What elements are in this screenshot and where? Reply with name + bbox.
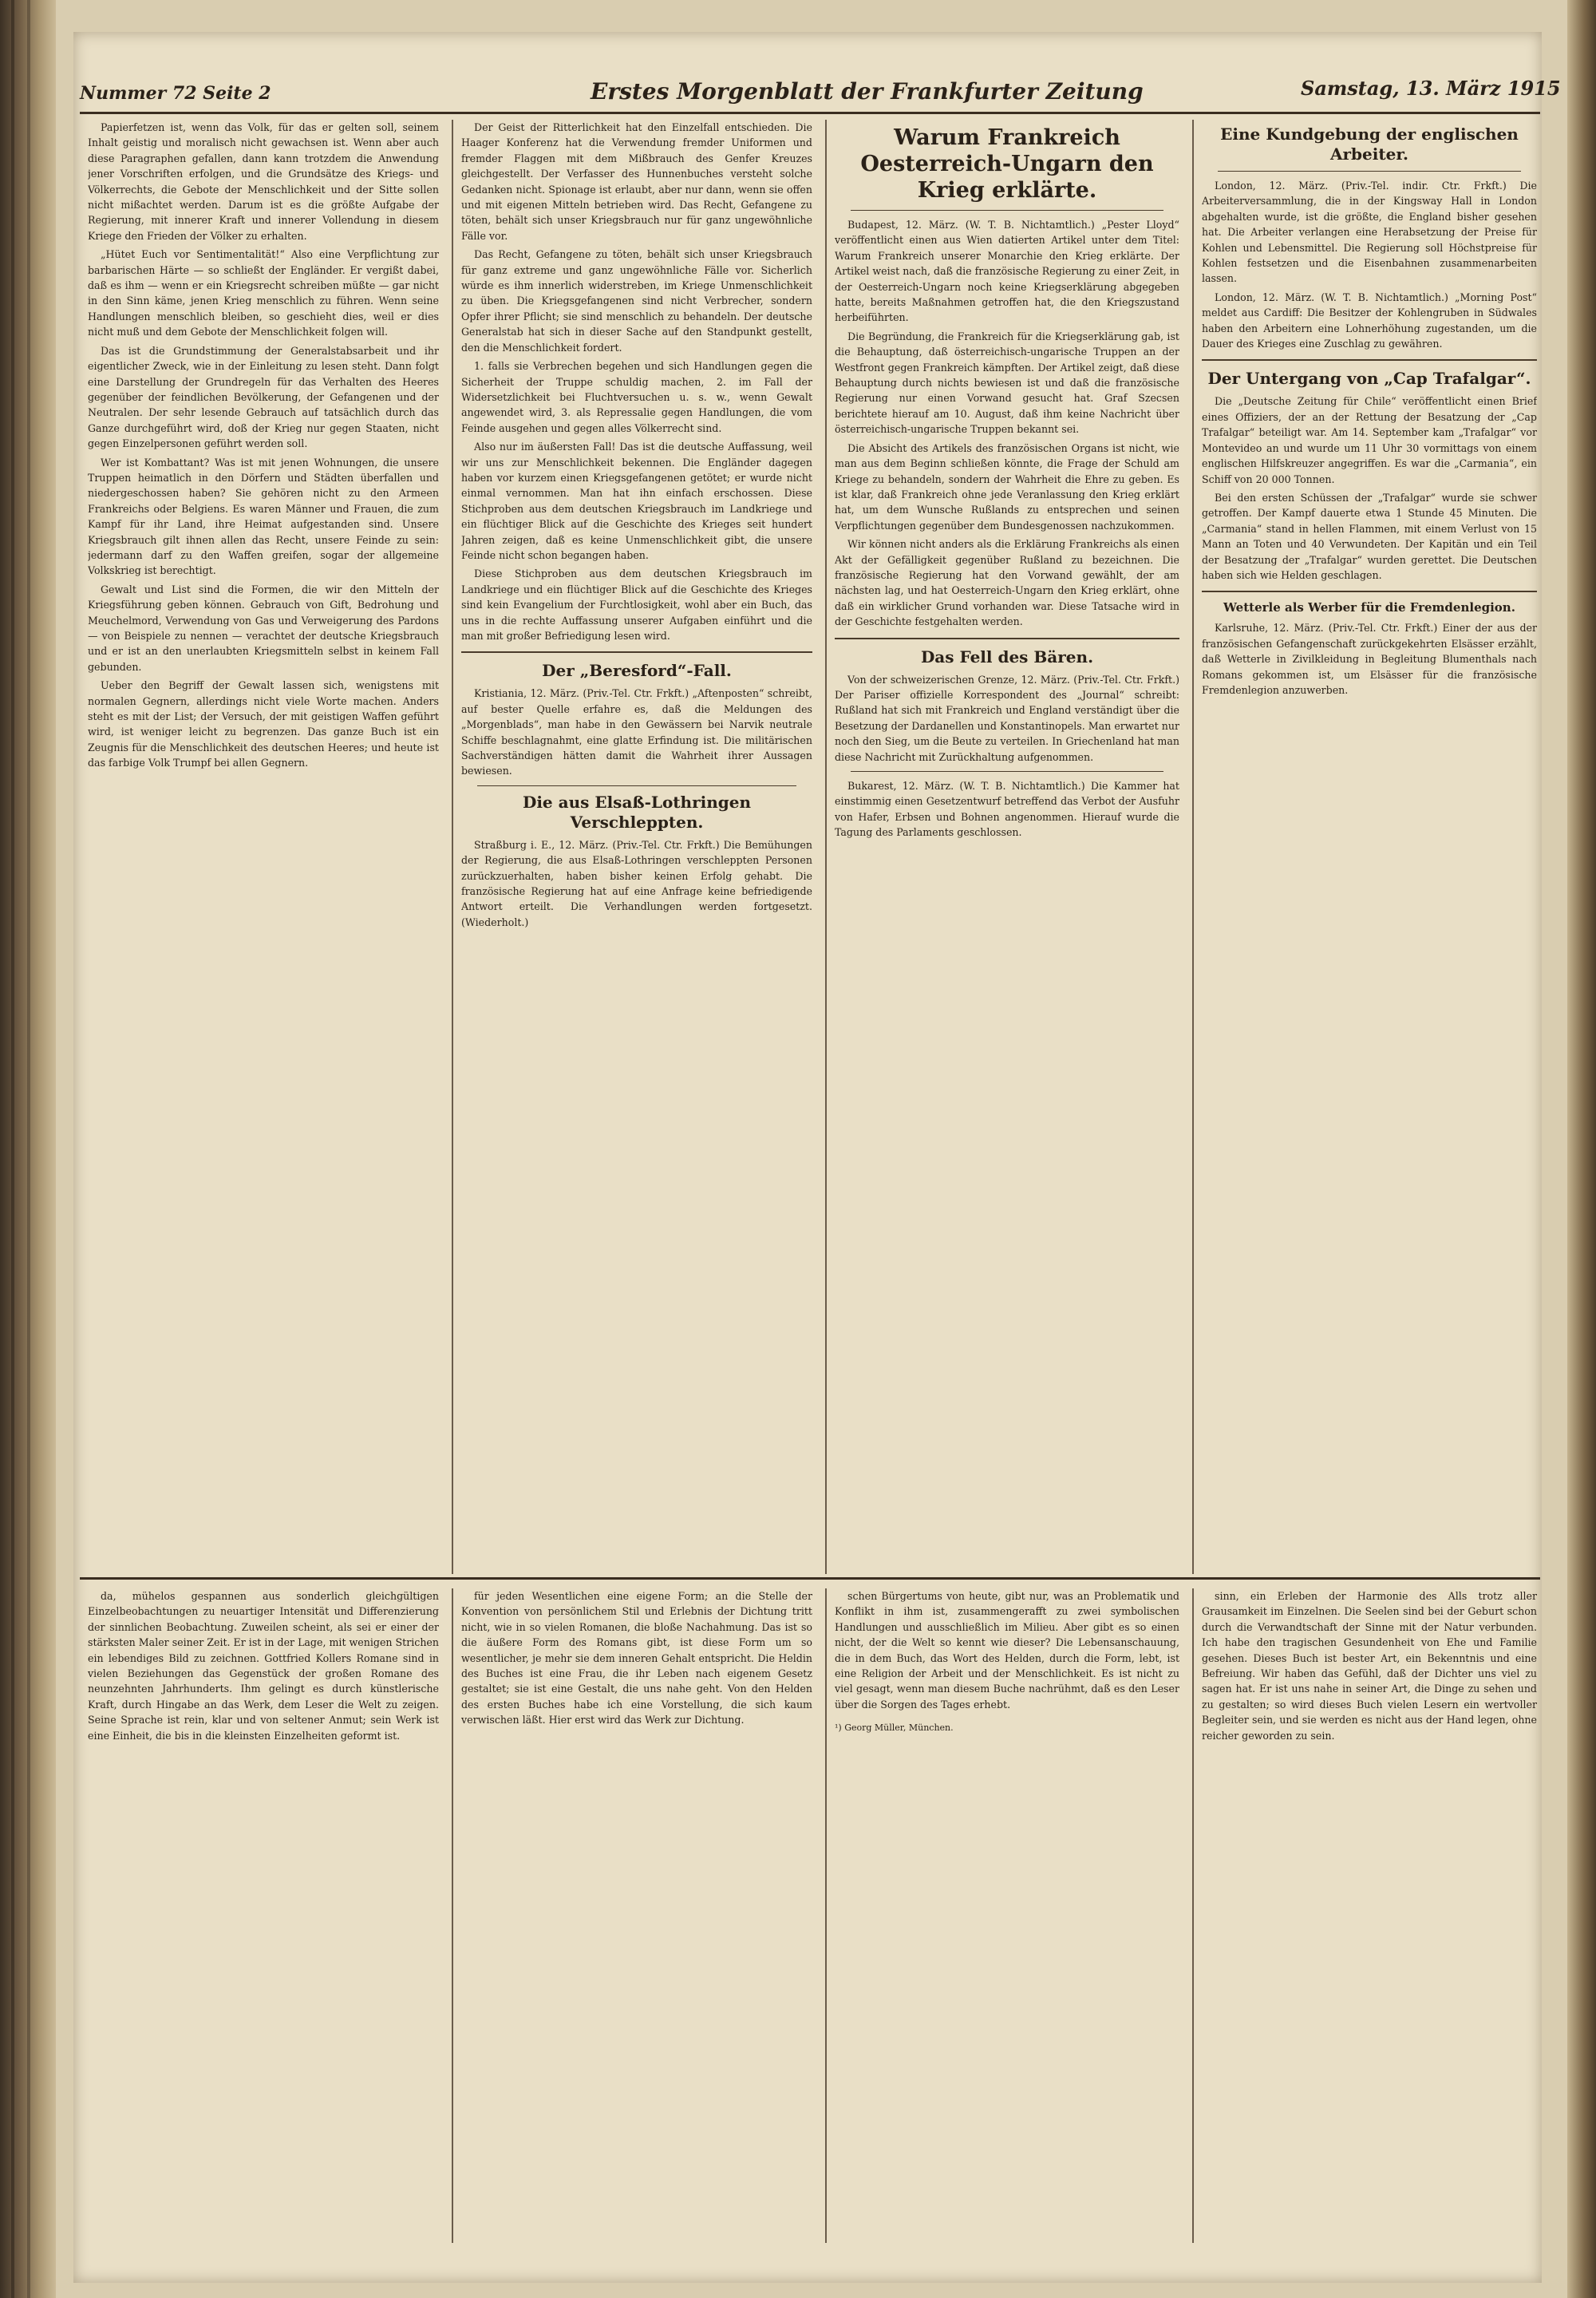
feuilleton-paragraph: da, mühelos gespannen aus sonderlich gleichgültigen Einzelbeobachtungen zu neuartiger Intensität und Differenzierung der sinnlichen Beobachtung. Zuweilen scheint, als sei er einer der stärksten Maler seiner Zeit. Er ist in der Lage, mit wenigen Strichen ein lebendiges Bild zu zeichnen. Gottfried Kollers Romane sind in vielen Beziehungen das Gegenstück der großen Romane des neunzehnten Jahrhunderts. Ihm gelingt es durch künstlerische Kraft, durch Hingabe an das Werk, dem Leser die Welt zu zeigen. Seine Sprache ist rein, klar und von seltener Anmut; sein Werk ist eine Einheit, die bis in die kleinsten Einzelheiten geformt ist. bbox=[88, 1590, 439, 1742]
article-paragraph: Diese Stichproben aus dem deutschen Kriegsbrauch im Landkriege und ein flüchtiger Blick auf die Geschichte des Krieges sind kein Evangelium der Furchtlosigkeit, wohl aber ein Buch, das uns in die rechte Auffassung unserer Aufgaben einführt und die man mit großer Befriedigung lesen wird. bbox=[461, 568, 812, 642]
section-separator bbox=[1202, 591, 1537, 592]
article-headline: Das Fell des Bären. bbox=[920, 647, 1094, 666]
column-4 bbox=[1202, 120, 1537, 1574]
article-paragraph: Die Begründung, die Frankreich für die Kriegserklärung gab, ist die Behauptung, daß österreichisch-ungarische Truppen an der Westfront gegen Frankreich kämpften. Der Artikel zeigt, daß diese Behauptung durch nichts bewiesen ist und daß die französische Regierung nur einen Vorwand gesucht hat. Graf Szecsen berichtete hierauf am 10. August, daß ihm keine Nachricht über österreichisch-ungarische Truppen bekannt sei. bbox=[835, 330, 1179, 436]
feuilleton-paragraph: schen Bürgertums von heute, gibt nur, was an Problematik und Konflikt in ihm ist, zusammengerafft zu zwei symbolischen Handlungen und ausschließlich im Milieu. Aber gibt es so einen nicht, der die Welt so kennt wie dieser? Die Lebensanschauung, die in dem Buch, das Wort des Helden, durch die Form, lebt, ist eine Religion der Arbeit und der Menschlichkeit. Es ist nicht zu viel gesagt, wenn man diesem Buche nachrühmt, daß es den Leser über die Sorgen des Tages erhebt. bbox=[835, 1590, 1179, 1711]
article-paragraph: Ueber den Begriff der Gewalt lassen sich, wenigstens mit normalen Gegnern, allerdings nicht viele Worte machen. Anders steht es mit der List; der Versuch, der mit geistigen Waffen geführt wird, ist weniger leicht zu begrenzen. Das ganze Buch ist ein Zeugnis für die Menschlichkeit des deutschen Heeres; und heute ist das farbige Volk Trumpf bei allen Gegnern. bbox=[88, 679, 439, 769]
section-separator bbox=[1202, 359, 1537, 361]
page-number-label: Nummer 72 Seite 2 bbox=[80, 83, 271, 104]
article-paragraph: Papierfetzen ist, wenn das Volk, für das er gelten soll, seinem Inhalt geistig und moralisch nicht gewachsen ist. Wenn aber auch diese Paragraphen gefallen, dann kann trotzdem die Anwendung jener Vorschriften erfolgen, und die Grundsätze des Kriegs- und Völkerrechts, die Gebote der Menschlichkeit und der Sitte sollen nicht mißachtet werden. Darum ist es die größte Aufgabe der Regierung, mit innerer Kraft und innerer Vollendung in diesem Kriege den Frieden der Völker zu erhalten. bbox=[88, 121, 439, 242]
feuilleton-rule bbox=[80, 1577, 1540, 1580]
article-paragraph: London, 12. März. (Priv.-Tel. indir. Ctr. Frkft.) Die Arbeiterversammlung, die in der Kingsway Hall in London abgehalten wurde, ist die größte, die England bisher gesehen hat. Die Arbeiter verlangen eine Herabsetzung der Preise für Kohlen und Lebensmittel. Die Regierung soll Höchstpreise für Kohlen festsetzen und die Eisenbahnen zusammenarbeiten lassen. bbox=[1202, 180, 1537, 285]
article-headline: Eine Kundgebung der englischen Arbeiter. bbox=[1220, 125, 1519, 164]
article-paragraph: Straßburg i. E., 12. März. (Priv.-Tel. Ctr. Frkft.) Die Bemühungen der Regierung, die aus Elsaß-Lothringen verschleppten Personen zurückzuerhalten, haben bisher keinen Erfolg gehabt. Die französische Regierung hat auf eine Anfrage keine befriedigende Antwort erteilt. Die Verhandlungen werden fortgesetzt. (Wiederholt.) bbox=[461, 838, 812, 928]
masthead-rule bbox=[80, 112, 1540, 114]
article-paragraph: London, 12. März. (W. T. B. Nichtamtlich.) „Morning Post“ meldet aus Cardiff: Die Besitzer der Kohlengruben in Südwales haben den Arbeitern eine Lohnerhöhung zugestanden, um die Dauer des Krieges eine Zuschlag zu gewähren. bbox=[1202, 291, 1537, 350]
section-separator bbox=[835, 638, 1179, 639]
column-1 bbox=[88, 120, 439, 1574]
feuilleton-paragraph: für jeden Wesentlichen eine eigene Form; an die Stelle der Konvention von persönlichem Stil und Erlebnis der Dichtung tritt nicht, wie in so vielen Romanen, die bloße Nachahmung. Das ist so die äußere Form des Romans gibt, ist diese Form um so wesentlicher, je mehr sie dem inneren Gehalt entspricht. Die Heldin des Buches ist eine Frau, die ihr Leben nach eigenem Gesetz gestaltet; sie ist eine Gestalt, die uns nahe geht. Von den Helden des ersten Buches habe ich eine Vorstellung, die sich kaum verwischen läßt. Hier erst wird das Werk zur Dichtung. bbox=[461, 1590, 812, 1726]
article-paragraph: Kristiania, 12. März. (Priv.-Tel. Ctr. Frkft.) „Aftenposten“ schreibt, auf bester Quelle erfahre es, daß die Meldungen des „Morgenblads“, man habe in den Gewässern bei Narvik neutrale Schiffe beschlagnahmt, eine glatte Erfindung ist. Die militärischen Sachverständigen hätten damit die Wahrheit ihrer Aussagen bewiesen. bbox=[461, 687, 812, 777]
column-divider bbox=[452, 120, 453, 1574]
article-headline: Warum Frankreich Oesterreich-Ungarn den Krieg erklärte. bbox=[860, 125, 1154, 203]
article-paragraph: Bei den ersten Schüssen der „Trafalgar“ wurde sie schwer getroffen. Der Kampf dauerte etwa 1 Stunde 45 Minuten. Die „Carmania“ stand in hellen Flammen, mit einem Verlust von 15 Mann an Toten und 40 Verwundeten. Der Kapitän und ein Teil der Besatzung der „Trafalgar“ wurden gerettet. Die Deutschen haben sich wie Helden geschlagen. bbox=[1202, 491, 1537, 581]
article-paragraph: Wir können nicht anders als die Erklärung Frankreichs als einen Akt der Gefälligkeit gegenüber Rußland zu bezeichnen. Die französische Regierung hat den Vorwand gewählt, der am nächsten lag, und hat Oesterreich-Ungarn den Krieg erklärt, ohne daß ein wirklicher Grund vorhanden war. Diese Tatsache wird in der Geschichte festgehalten werden. bbox=[835, 538, 1179, 628]
article-paragraph: Bukarest, 12. März. (W. T. B. Nichtamtlich.) Die Kammer hat einstimmig einen Gesetzentwurf betreffend das Verbot der Ausfuhr von Hafer, Erbsen und Bohnen angenommen. Hierauf wurde die Tagung des Parlaments geschlossen. bbox=[835, 780, 1179, 839]
issue-date: Samstag, 13. März 1915 bbox=[1301, 77, 1561, 100]
column-divider bbox=[1192, 1588, 1194, 2243]
article-headline: Der „Beresford“-Fall. bbox=[542, 661, 732, 681]
article-paragraph: Karlsruhe, 12. März. (Priv.-Tel. Ctr. Frkft.) Einer der aus der französischen Gefangenschaft zurückgekehrten Elsässer erzählt, daß Wetterle in Zivilkleidung in Begleitung Blumenthals nach Romans gekommen ist, um Elsässer für die französische Fremdenlegion anzuwerben. bbox=[1202, 622, 1537, 696]
page-edge bbox=[1567, 0, 1596, 2298]
binding-stripe bbox=[27, 0, 30, 2298]
article-paragraph: Die „Deutsche Zeitung für Chile“ veröffentlicht einen Brief eines Offiziers, der an der Rettung der Besatzung der „Cap Trafalgar“ beteiligt war. Am 14. September kam „Trafalgar“ vor Montevideo an und wurde um 11 Uhr 30 vormittags von einem englischen Hilfskreuzer angegriffen. Es war die „Carmania“, ein Schiff von 20 000 Tonnen. bbox=[1202, 395, 1537, 485]
article-headline: Wetterle als Werber für die Fremdenlegion. bbox=[1223, 600, 1515, 615]
section-separator bbox=[477, 785, 796, 786]
article-paragraph: Das ist die Grundstimmung der Generalstabsarbeit und ihr eigentlicher Zweck, wie in der Einleitung zu lesen steht. Dann folgt eine Darstellung der Grundregeln für das Verhalten des Heeres gegenüber der feindlichen Bevölkerung, der Gefangenen und der Neutralen. Der sehr lesende Gebrauch auf tatsächlich durch das Ganze durchgeführt wird, doß der Krieg nur gegen Staaten, nicht gegen Einzelpersonen geführt werden soll. bbox=[88, 344, 439, 450]
column-divider bbox=[825, 120, 827, 1574]
book-binding bbox=[0, 0, 56, 2298]
feuilleton-column-1 bbox=[88, 1588, 439, 2243]
article-paragraph: Gewalt und List sind die Formen, die wir den Mitteln der Kriegsführung geben können. Gebrauch von Gift, Bedrohung und Meuchelmord, Verwendung von Gas und Verweigerung des Pardons — von Beispiele zu nennen — verachtet der deutsche Kriegsbrauch und er ist an den unerlaubten Kriegsmitteln selbst in keinem Fall gebunden. bbox=[88, 583, 439, 673]
article-paragraph: Von der schweizerischen Grenze, 12. März. (Priv.-Tel. Ctr. Frkft.) Der Pariser offizielle Korrespondent des „Journal“ schreibt: Rußland hat sich mit Frankreich und England verständigt über die Besetzung der Dardanellen und Konstantinopels. Man erwartet nur noch den Sieg, um die Beute zu verteilen. In Griechenland hat man diese Nachricht mit Zurückhaltung aufgenommen. bbox=[835, 673, 1179, 763]
feuilleton-column-3 bbox=[835, 1588, 1179, 2243]
article-paragraph: 1. falls sie Verbrechen begehen und sich Handlungen gegen die Sicherheit der Truppe schuldig machen, 2. im Fall der Widersetzlichkeit bei Fluchtversuchen u. s. w., wenn Gewalt angewendet wird, 3. als Repressalie gegen Handlungen, die vom Feinde ausgehen und gegen alles Völkerrecht sind. bbox=[461, 360, 812, 434]
column-divider bbox=[1192, 120, 1194, 1574]
feuilleton-column-4 bbox=[1202, 1588, 1537, 2243]
article-paragraph: Budapest, 12. März. (W. T. B. Nichtamtlich.) „Pester Lloyd“ veröffentlicht einen aus Wien datierten Artikel unter dem Titel: Warum Frankreich unserer Monarchie den Krieg erklärte. Der Artikel weist nach, daß die französische Regierung zu einer Zeit, in der Oesterreich-Ungarn noch keine Kriegserklärung abgegeben hatte, bereits Maßnahmen getroffen hat, die den Kriegszustand herbeiführten. bbox=[835, 219, 1179, 324]
feuilleton-paragraph: sinn, ein Erleben der Harmonie des Alls trotz aller Grausamkeit im Einzelnen. Die Seelen sind bei der Geburt schon durch die Verwandtschaft der Sinne mit der Natur verbunden. Ich habe den tragischen Gesundenheit von Ehe und Familie gesehen. Dieses Buch ist bester Art, ein Bekenntnis und eine Befreiung. Wir haben das Gefühl, daß der Dichter uns viel zu sagen hat. Er ist uns nahe in seiner Art, die Dinge zu sehen und zu gestalten; so wird dieses Buch vielen Lesern ein wertvoller Begleiter sein, und sie werden es nicht aus der Hand legen, ohne reicher geworden zu sein. bbox=[1202, 1590, 1537, 1742]
feuilleton-column-2 bbox=[461, 1588, 812, 2243]
article-paragraph: Die Absicht des Artikels des französischen Organs ist nicht, wie man aus dem Beginn schließen könnte, die Frage der Schuld am Kriege zu behandeln, sondern der Wahrheit die Ehre zu geben. Es ist klar, daß Frankreich ohne jede Veranlassung den Krieg erklärt hat, um dem Wunsche Rußlands zu entsprechen und seinen Verpflichtungen gegenüber dem Bundesgenossen nachzukommen. bbox=[835, 441, 1179, 532]
article-paragraph: Also nur im äußersten Fall! Das ist die deutsche Auffassung, weil wir uns zur Menschlichkeit bekennen. Die Engländer dagegen haben vor kurzem einen Kriegsgefangenen getötet; er wurde nicht einmal vernommen. Man hat ihn einfach erschossen. Diese Stichproben aus dem deutschen Kriegsbrauch im Landkriege und ein flüchtiger Blick auf die Geschichte des Krieges seit hundert Jahren zeigen, daß es keine Unmenschlichkeit gibt, die unsere Feinde nicht schon begangen haben. bbox=[461, 441, 812, 561]
article-paragraph: „Hütet Euch vor Sentimentalität!“ Also eine Verpflichtung zur barbarischen Härte — so schließt der Engländer. Er vergißt dabei, daß es ihm — wenn er ein Kriegsrecht schreiben müßte — gar nicht in den Sinn käme, jenen Krieg menschlich zu führen. Wenn seine Handlungen menschlich bleiben, so geschieht dies, weil er dies nicht muß und dem Gebote der Menschlichkeit folgen will. bbox=[88, 248, 439, 338]
binding-stripe bbox=[11, 0, 14, 2298]
newspaper-title: Erstes Morgenblatt der Frankfurter Zeitung bbox=[591, 78, 1144, 105]
section-separator bbox=[461, 651, 812, 653]
article-paragraph: Wer ist Kombattant? Was ist mit jenen Wohnungen, die unsere Truppen heimatlich in den Dörfern und Städten überfallen und niedergeschossen haben? Sie gehören nicht zu den Armeen Frankreichs oder Belgiens. Es waren Männer und Frauen, die zum Kampf für ihr Land, ihre Heimat aufgestanden sind. Unsere Kriegsbrauch gilt ihnen allen das Recht, unsere Feinde zu sein: jedermann darf zu den Waffen greifen, sogar der allgemeine Volkskrieg ist berechtigt. bbox=[88, 456, 439, 577]
section-separator bbox=[851, 771, 1163, 772]
section-separator bbox=[851, 210, 1163, 211]
section-separator bbox=[1218, 171, 1521, 172]
column-3 bbox=[835, 120, 1179, 1574]
article-paragraph: Das Recht, Gefangene zu töten, behält sich unser Kriegsbrauch für ganz extreme und ganz ungewöhnliche Fälle vor. Sicherlich würde es ihm innerlich widerstreben, im Kriege Unmenschlichkeit zu üben. Die Kriegsgefangenen sind nicht Verbrecher, sondern Opfer ihrer Pflicht; sie sind menschlich zu behandeln. Der deutsche Generalstab hat sich in dieser Sache auf den Standpunkt gestellt, den die Menschlichkeit fordert. bbox=[461, 248, 812, 354]
column-divider bbox=[825, 1588, 827, 2243]
article-headline: Der Untergang von „Cap Trafalgar“. bbox=[1207, 369, 1531, 389]
article-headline: Die aus Elsaß-Lothringen Verschleppten. bbox=[522, 792, 751, 832]
footnote: ¹) Georg Müller, München. bbox=[835, 1723, 954, 1734]
column-divider bbox=[452, 1588, 453, 2243]
article-paragraph: Der Geist der Ritterlichkeit hat den Einzelfall entschieden. Die Haager Konferenz hat die Verwendung fremder Uniformen und fremder Flaggen mit dem Mißbrauch des Genfer Kreuzes gleichgestellt. Der Verfasser des Hunnenbuches versteht solche Gedanken nicht. Spionage ist erlaubt, aber nur dann, wenn sie offen und mit eigenen Mitteln betrieben wird. Das Recht, Gefangene zu töten, behält sich unser Kriegsbrauch nur für ganz ungewöhnliche Fälle vor. bbox=[461, 121, 812, 242]
column-2 bbox=[461, 120, 812, 1574]
